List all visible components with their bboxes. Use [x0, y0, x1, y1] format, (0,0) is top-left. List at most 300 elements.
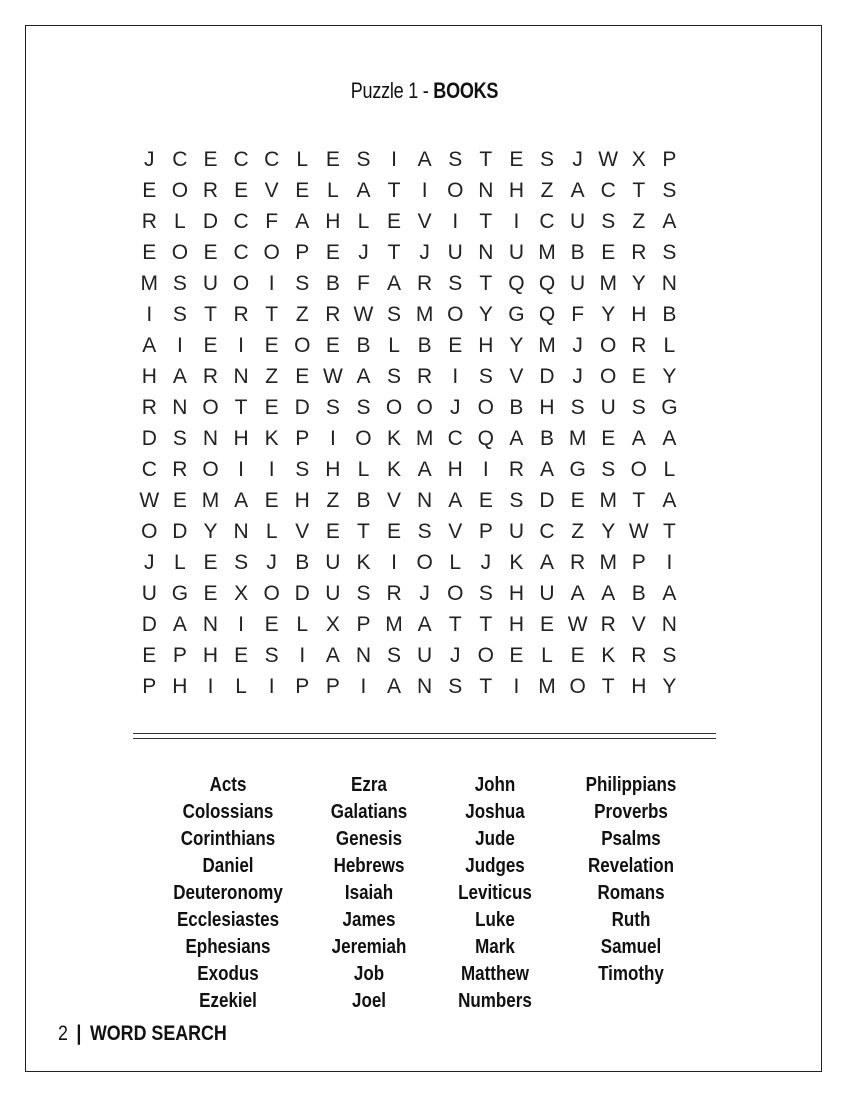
grid-letter: E — [203, 241, 218, 264]
grid-letter: O — [171, 179, 189, 202]
grid-letter: M — [568, 427, 587, 450]
grid-letter: R — [233, 303, 249, 326]
grid-letter: K — [387, 427, 402, 450]
grid-letter: I — [238, 458, 244, 481]
grid-letter: A — [417, 148, 432, 171]
grid-letter: H — [233, 427, 249, 450]
grid-letter: O — [202, 396, 219, 419]
grid-letter: U — [570, 272, 586, 295]
grid-letter: I — [513, 210, 520, 233]
grid-letter: Y — [478, 303, 493, 326]
grid-letter: P — [295, 427, 310, 450]
grid-letter: D — [294, 396, 310, 419]
grid-letter: E — [203, 551, 218, 574]
word-list-item: Numbers — [458, 990, 532, 1012]
grid-letter: U — [508, 520, 524, 543]
grid-letter: R — [631, 241, 647, 264]
word-list-item: Corinthians — [180, 828, 276, 850]
word-list-item: Proverbs — [594, 801, 668, 823]
grid-letter: M — [415, 303, 434, 326]
grid-letter: M — [415, 427, 434, 450]
grid-letter: S — [295, 458, 310, 481]
grid-letter: S — [356, 148, 371, 171]
grid-letter: V — [264, 179, 279, 202]
grid-letter: G — [171, 582, 189, 605]
grid-letter: V — [448, 520, 463, 543]
grid-letter: O — [294, 334, 311, 357]
grid-letter: J — [144, 148, 155, 171]
grid-letter: A — [448, 489, 463, 512]
grid-letter: T — [204, 303, 217, 326]
grid-row — [134, 144, 685, 175]
grid-letter: S — [448, 675, 463, 698]
grid-letter: U — [539, 582, 555, 605]
grid-letter: V — [509, 365, 524, 388]
grid-letter: B — [509, 396, 524, 419]
grid-letter: H — [508, 582, 524, 605]
grid-letter: I — [421, 179, 428, 202]
grid-letter: N — [478, 241, 494, 264]
grid-letter: C — [264, 148, 280, 171]
grid-letter: L — [449, 551, 462, 574]
grid-letter: O — [141, 520, 158, 543]
grid-row — [134, 330, 685, 361]
grid-letter: A — [540, 458, 555, 481]
grid-letter: B — [325, 272, 340, 295]
grid-letter: K — [356, 551, 371, 574]
grid-letter: A — [509, 427, 524, 450]
grid-letter: O — [630, 458, 647, 481]
grid-letter: U — [202, 272, 219, 295]
grid-letter: C — [539, 210, 555, 233]
grid-letter: I — [268, 458, 275, 481]
grid-letter: W — [322, 365, 343, 388]
grid-letter: C — [447, 427, 463, 450]
word-list-item: Jeremiah — [331, 936, 407, 958]
grid-letter: O — [600, 334, 617, 357]
grid-letter: R — [631, 644, 647, 667]
grid-letter: M — [599, 489, 617, 512]
grid-letter: F — [265, 210, 279, 233]
grid-letter: P — [662, 148, 677, 171]
grid-letter: L — [235, 675, 247, 698]
grid-letter: S — [417, 520, 432, 543]
grid-letter: A — [570, 179, 585, 202]
grid-letter: N — [233, 365, 249, 388]
grid-letter: J — [358, 241, 369, 264]
grid-letter: R — [325, 303, 341, 326]
grid-letter: J — [572, 334, 583, 357]
grid-letter: O — [232, 272, 250, 295]
word-list-item: Genesis — [335, 828, 403, 850]
grid-letter: R — [202, 365, 219, 388]
divider-rule-top — [133, 733, 716, 734]
grid-letter: Y — [509, 334, 524, 357]
grid-letter: O — [477, 396, 494, 419]
grid-letter: O — [447, 582, 464, 605]
grid-letter: I — [176, 334, 183, 357]
grid-letter: A — [540, 551, 555, 574]
word-list-item: Ephesians — [185, 936, 271, 958]
grid-row — [134, 206, 685, 237]
grid-letter: A — [662, 582, 677, 605]
grid-letter: E — [295, 365, 310, 388]
grid-letter: I — [452, 365, 459, 388]
grid-letter: S — [387, 303, 402, 326]
grid-letter: B — [631, 582, 646, 605]
grid-letter: Q — [477, 427, 494, 450]
grid-row — [134, 237, 685, 268]
grid-letter: T — [479, 272, 493, 295]
grid-letter: R — [386, 582, 402, 605]
grid-letter: T — [479, 148, 493, 171]
grid-letter: A — [570, 582, 585, 605]
grid-letter: Y — [631, 272, 646, 295]
grid-letter: R — [417, 272, 433, 295]
grid-letter: H — [325, 210, 341, 233]
grid-letter: A — [631, 427, 646, 450]
grid-letter: T — [662, 520, 676, 543]
grid-letter: Z — [295, 303, 309, 326]
grid-letter: S — [570, 396, 585, 419]
grid-letter: O — [202, 458, 219, 481]
grid-letter: I — [146, 303, 153, 326]
grid-row — [134, 299, 685, 330]
grid-letter: R — [508, 458, 524, 481]
grid-row — [134, 175, 685, 206]
word-list-item: Luke — [475, 909, 515, 931]
grid-letter: N — [661, 613, 677, 636]
word-list-item: Ecclesiastes — [176, 909, 280, 931]
grid-letter: S — [601, 210, 616, 233]
grid-letter: I — [482, 458, 489, 481]
grid-letter: G — [569, 458, 586, 481]
grid-letter: M — [385, 613, 403, 636]
grid-letter: H — [478, 334, 494, 357]
grid-letter: L — [296, 613, 309, 636]
grid-letter: B — [295, 551, 310, 574]
grid-letter: S — [662, 644, 677, 667]
word-list-item: Daniel — [202, 855, 254, 877]
grid-letter: U — [417, 644, 433, 667]
grid-letter: O — [447, 303, 464, 326]
grid-letter: Z — [632, 210, 646, 233]
grid-letter: O — [355, 427, 372, 450]
grid-letter: I — [268, 272, 275, 295]
grid-letter: E — [142, 644, 157, 667]
grid-letter: Z — [571, 520, 585, 543]
grid-letter: C — [600, 179, 616, 202]
grid-letter: I — [329, 427, 336, 450]
grid-letter: H — [631, 675, 647, 698]
grid-letter: E — [264, 334, 279, 357]
grid-letter: E — [234, 179, 249, 202]
grid-letter: C — [233, 210, 249, 233]
word-list-item: Deuteronomy — [173, 882, 283, 904]
grid-letter: S — [662, 241, 677, 264]
grid-letter: K — [387, 458, 402, 481]
grid-letter: T — [479, 613, 493, 636]
grid-letter: S — [478, 582, 493, 605]
grid-letter: H — [141, 365, 157, 388]
grid-letter: C — [233, 148, 249, 171]
grid-letter: S — [662, 179, 677, 202]
grid-letter: M — [599, 272, 617, 295]
grid-letter: B — [570, 241, 585, 264]
grid-letter: S — [264, 644, 279, 667]
grid-letter: R — [141, 210, 157, 233]
grid-letter: S — [448, 272, 463, 295]
word-list-item: Timothy — [598, 963, 664, 985]
grid-letter: V — [387, 489, 402, 512]
grid-letter: S — [509, 489, 524, 512]
grid-letter: Q — [508, 272, 525, 295]
grid-letter: D — [539, 365, 555, 388]
grid-letter: Q — [538, 272, 556, 295]
grid-letter: O — [385, 396, 403, 419]
grid-letter: V — [295, 520, 310, 543]
grid-letter: O — [447, 179, 464, 202]
grid-letter: Z — [265, 365, 279, 388]
grid-letter: T — [387, 179, 401, 202]
grid-letter: N — [202, 613, 219, 636]
grid-row — [134, 268, 685, 299]
grid-row — [134, 640, 685, 671]
grid-letter: W — [598, 148, 619, 171]
grid-letter: E — [325, 148, 340, 171]
grid-letter: A — [417, 613, 432, 636]
grid-letter: S — [387, 365, 402, 388]
grid-letter: A — [356, 365, 371, 388]
grid-letter: E — [387, 210, 402, 233]
word-list-item: Ezra — [351, 774, 387, 796]
grid-letter: A — [417, 458, 432, 481]
grid-letter: A — [172, 365, 187, 388]
grid-letter: T — [479, 210, 493, 233]
grid-letter: E — [325, 334, 340, 357]
grid-letter: S — [631, 396, 646, 419]
grid-letter: N — [478, 179, 494, 202]
grid-letter: D — [141, 613, 157, 636]
grid-letter: Z — [326, 489, 340, 512]
grid-letter: J — [572, 148, 583, 171]
grid-letter: L — [357, 458, 370, 481]
grid-letter: E — [601, 241, 616, 264]
grid-row — [134, 516, 685, 547]
grid-letter: E — [448, 334, 463, 357]
grid-letter: E — [142, 241, 157, 264]
word-list-item: Mark — [475, 936, 515, 958]
grid-letter: O — [416, 396, 433, 419]
grid-letter: I — [268, 675, 275, 698]
grid-letter: M — [599, 551, 617, 574]
grid-letter: U — [447, 241, 463, 264]
grid-letter: H — [447, 458, 463, 481]
grid-letter: R — [570, 551, 586, 574]
grid-letter: W — [139, 489, 160, 512]
grid-letter: P — [142, 675, 157, 698]
grid-letter: Y — [662, 675, 677, 698]
grid-letter: H — [202, 644, 219, 667]
grid-letter: P — [295, 675, 310, 698]
grid-letter: N — [355, 644, 372, 667]
grid-letter: A — [662, 427, 677, 450]
footer-separator: | — [76, 1022, 82, 1045]
grid-letter: E — [601, 427, 616, 450]
grid-letter: L — [663, 334, 676, 357]
grid-letter: N — [233, 520, 249, 543]
grid-letter: I — [391, 551, 397, 574]
word-list-item: Judges — [465, 855, 525, 877]
grid-letter: J — [449, 396, 461, 419]
word-list-item: Jude — [475, 828, 515, 850]
word-list-column — [551, 772, 711, 988]
grid-letter: V — [417, 210, 432, 233]
grid-letter: J — [480, 551, 492, 574]
grid-letter: B — [540, 427, 555, 450]
grid-letter: L — [174, 551, 186, 574]
grid-letter: K — [264, 427, 279, 450]
grid-letter: A — [295, 210, 310, 233]
grid-letter: E — [142, 179, 157, 202]
grid-letter: A — [387, 272, 402, 295]
grid-letter: S — [325, 396, 340, 419]
grid-letter: E — [509, 644, 524, 667]
grid-letter: R — [631, 334, 647, 357]
grid-letter: L — [327, 179, 339, 202]
grid-letter: A — [142, 334, 157, 357]
grid-letter: E — [540, 613, 555, 636]
grid-letter: S — [295, 272, 310, 295]
grid-letter: O — [416, 551, 433, 574]
grid-letter: E — [570, 489, 585, 512]
grid-letter: E — [325, 241, 340, 264]
grid-letter: M — [538, 241, 556, 264]
grid-letter: I — [299, 644, 306, 667]
grid-letter: J — [266, 551, 277, 574]
grid-letter: R — [202, 179, 219, 202]
grid-letter: W — [567, 613, 588, 636]
word-list-item: Romans — [597, 882, 665, 904]
word-list-column — [148, 772, 308, 1015]
grid-letter: D — [141, 427, 157, 450]
grid-letter: E — [264, 489, 279, 512]
word-list-item: John — [474, 774, 516, 796]
grid-letter: D — [202, 210, 219, 233]
grid-letter: O — [263, 582, 280, 605]
grid-letter: R — [600, 613, 616, 636]
grid-letter: S — [356, 582, 371, 605]
grid-letter: Y — [601, 303, 616, 326]
grid-letter: E — [203, 334, 218, 357]
grid-letter: S — [234, 551, 249, 574]
grid-letter: Y — [662, 365, 677, 388]
grid-letter: W — [628, 520, 649, 543]
word-list-item: Ruth — [611, 909, 651, 931]
grid-row — [134, 609, 685, 640]
grid-letter: R — [141, 396, 157, 419]
grid-letter: F — [571, 303, 585, 326]
word-list-item: Psalms — [601, 828, 661, 850]
grid-letter: P — [356, 613, 371, 636]
grid-letter: S — [172, 427, 187, 450]
grid-letter: T — [448, 613, 462, 636]
grid-letter: A — [601, 582, 616, 605]
grid-letter: G — [661, 396, 678, 419]
word-list-item: Philippians — [585, 774, 677, 796]
word-list-item: Acts — [209, 774, 247, 796]
grid-letter: E — [203, 148, 218, 171]
grid-letter: I — [207, 675, 214, 698]
grid-letter: P — [172, 644, 187, 667]
page-number: 2 — [58, 1022, 68, 1045]
grid-letter: T — [265, 303, 279, 326]
grid-letter: N — [417, 675, 433, 698]
grid-letter: P — [295, 241, 310, 264]
grid-letter: L — [388, 334, 400, 357]
grid-letter: H — [294, 489, 310, 512]
grid-letter: G — [508, 303, 525, 326]
grid-letter: U — [325, 582, 341, 605]
grid-letter: H — [539, 396, 555, 419]
grid-letter: P — [631, 551, 646, 574]
grid-letter: B — [417, 334, 432, 357]
grid-letter: P — [325, 675, 340, 698]
grid-letter: E — [631, 365, 646, 388]
grid-letter: E — [478, 489, 493, 512]
word-list-item: Ezekiel — [199, 990, 257, 1012]
grid-letter: S — [601, 458, 616, 481]
grid-letter: Y — [601, 520, 616, 543]
grid-letter: S — [172, 303, 187, 326]
grid-letter: A — [662, 210, 677, 233]
grid-letter: A — [662, 489, 677, 512]
grid-letter: U — [508, 241, 524, 264]
word-list-item: Colossians — [182, 801, 274, 823]
grid-letter: N — [202, 427, 219, 450]
grid-letter: E — [264, 613, 279, 636]
grid-letter: D — [172, 520, 188, 543]
word-list-item: Revelation — [588, 855, 674, 877]
grid-letter: B — [356, 489, 371, 512]
grid-letter: L — [357, 210, 370, 233]
grid-letter: D — [294, 582, 310, 605]
grid-letter: T — [234, 396, 248, 419]
divider-rule-bottom — [133, 738, 716, 739]
grid-letter: T — [601, 675, 615, 698]
grid-letter: J — [449, 644, 461, 667]
grid-letter: I — [391, 148, 397, 171]
puzzle-title-prefix: Puzzle 1 - — [350, 78, 434, 103]
grid-letter: H — [508, 613, 524, 636]
grid-letter: O — [477, 644, 494, 667]
grid-letter: B — [356, 334, 371, 357]
grid-letter: A — [325, 644, 340, 667]
grid-letter: C — [233, 241, 249, 264]
grid-row — [134, 578, 685, 609]
word-list-item: Galatians — [330, 801, 408, 823]
grid-letter: E — [509, 148, 524, 171]
word-list-item: Joel — [351, 990, 387, 1012]
grid-letter: T — [479, 675, 493, 698]
grid-letter: W — [353, 303, 374, 326]
grid-letter: T — [632, 179, 646, 202]
grid-letter: S — [448, 148, 463, 171]
grid-letter: I — [238, 334, 244, 357]
grid-letter: E — [387, 520, 402, 543]
page-footer — [58, 1022, 227, 1046]
grid-letter: E — [234, 644, 249, 667]
